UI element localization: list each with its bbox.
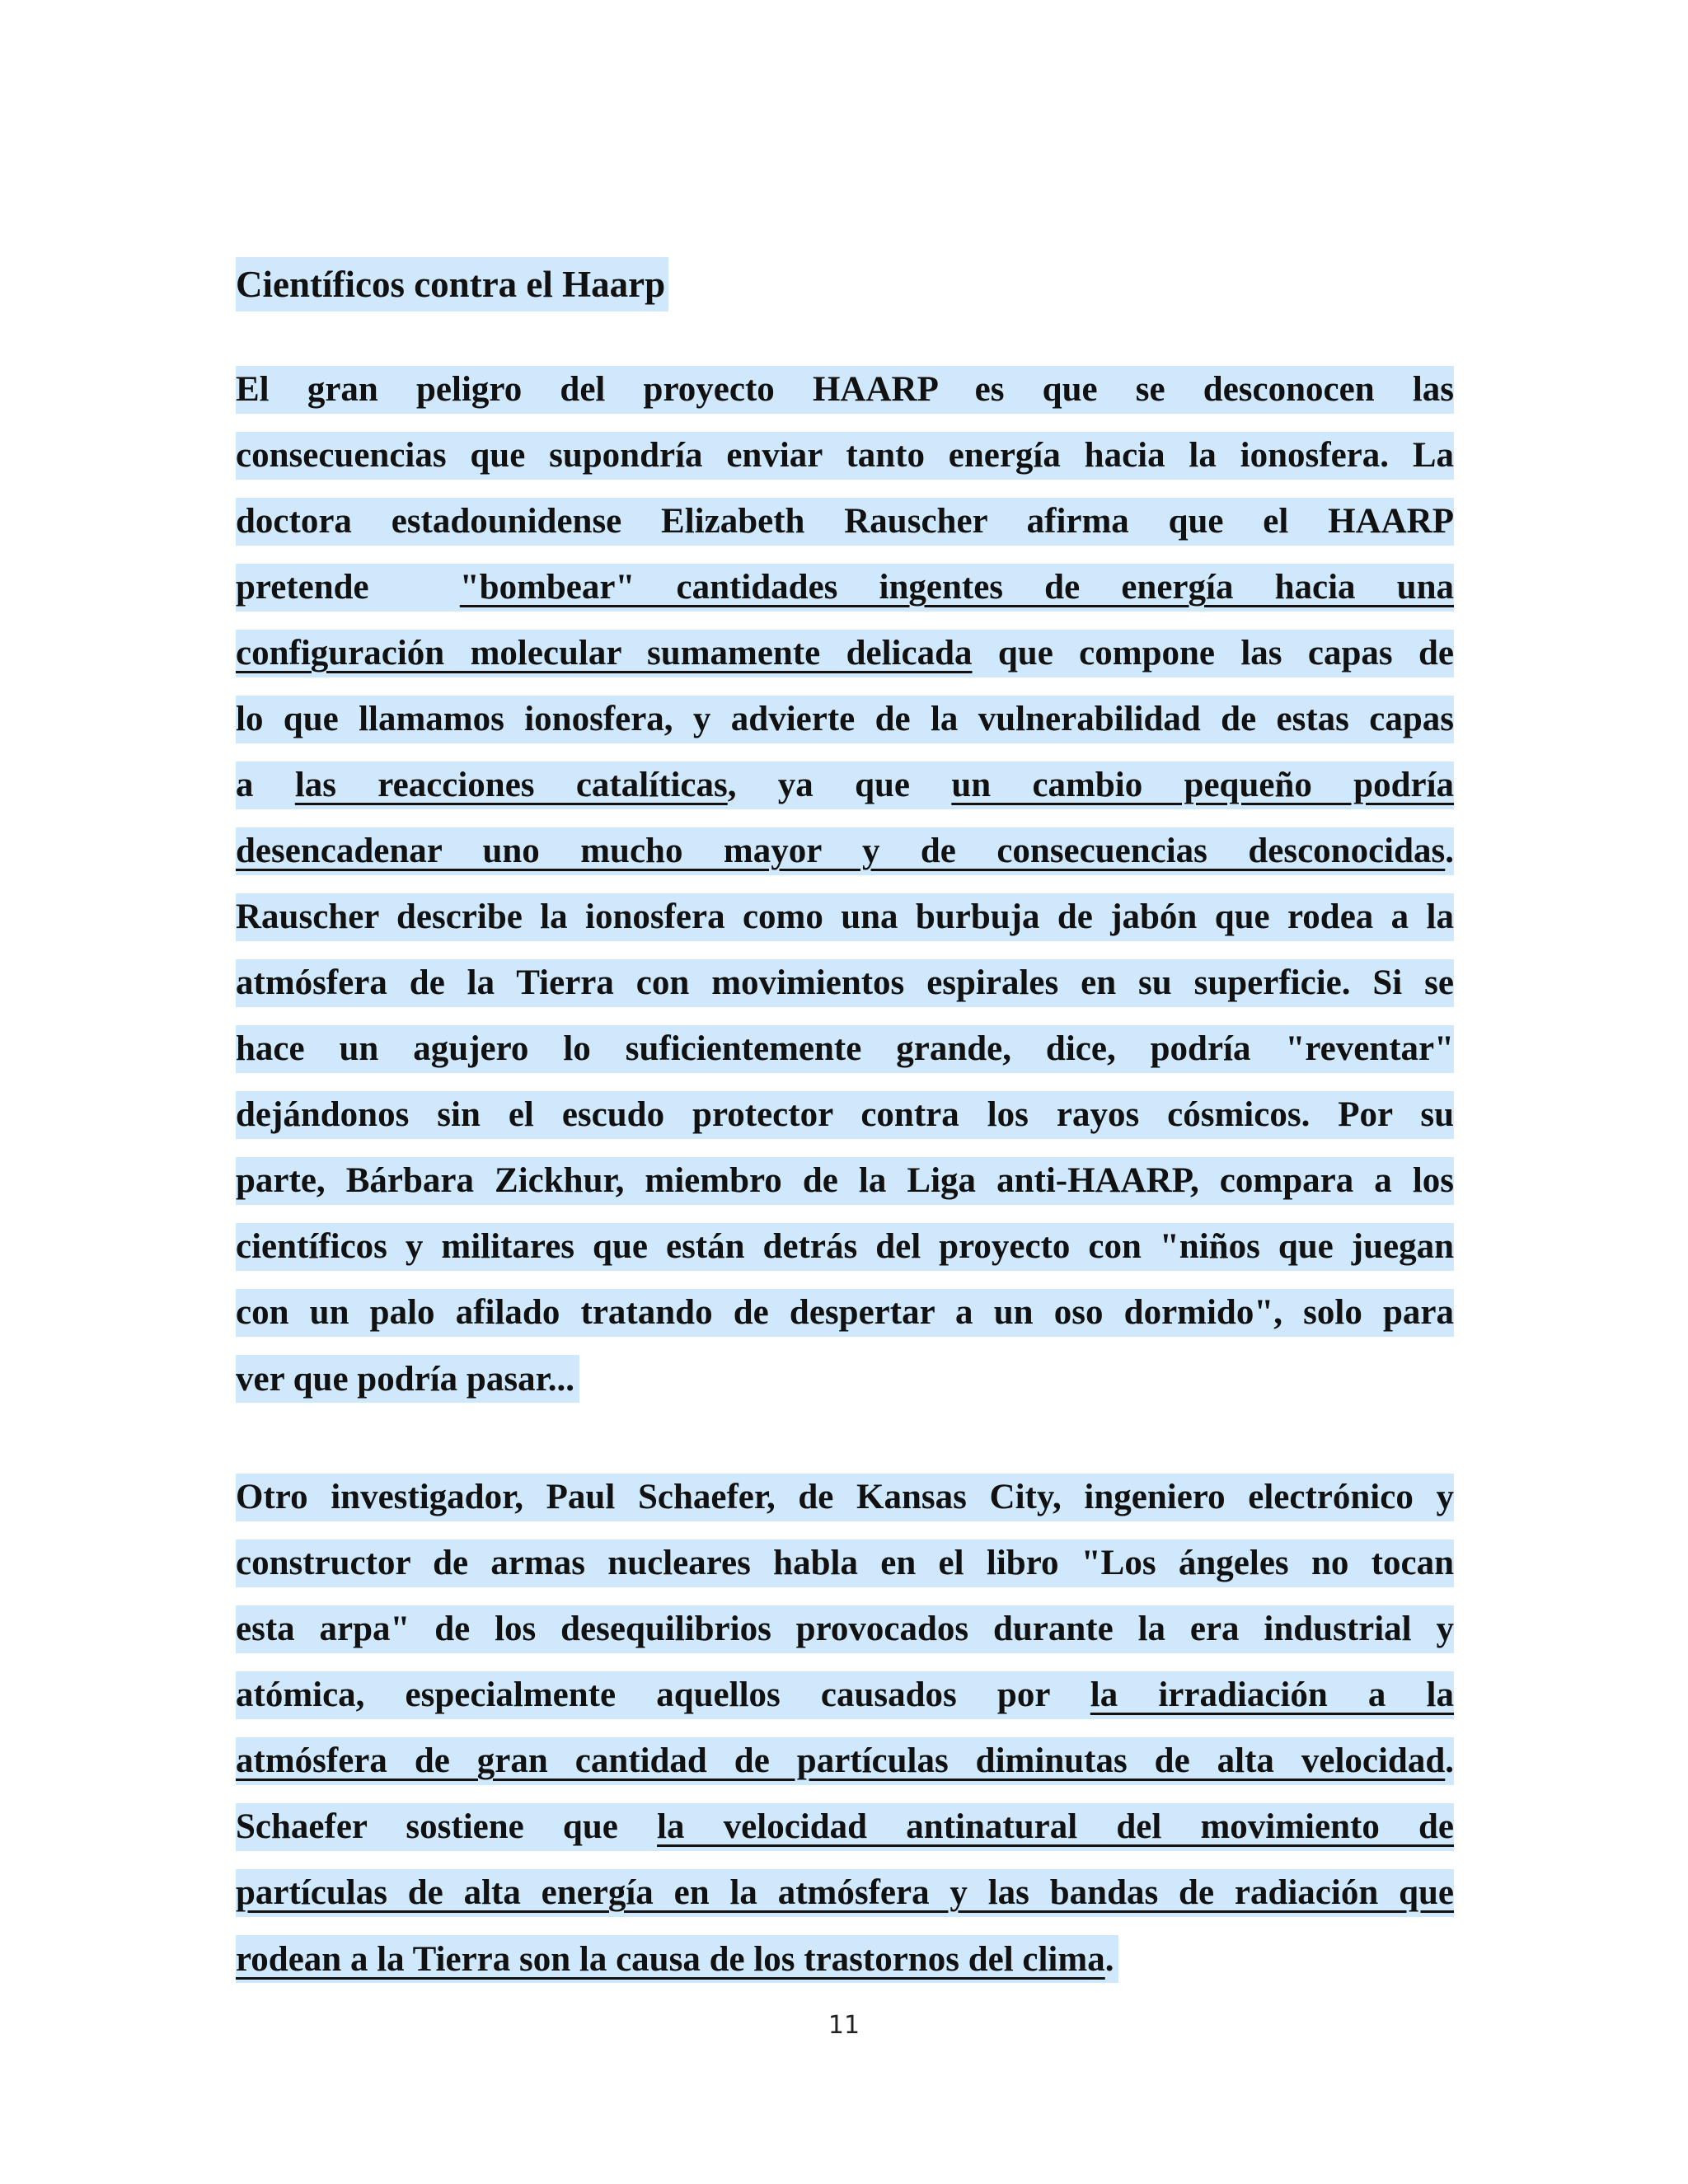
underlined-phrase: desencadenar uno mucho mayor y de consecuencias desconocidas <box>236 832 1446 870</box>
paragraph-1-line-14: científicos y militares que están detrás del proyecto con "niños que juegan <box>236 1223 1454 1271</box>
line-text: . <box>1104 1939 1114 1979</box>
paragraph-1-line-15: con un palo afilado tratando de despertar a un oso dormido", solo para <box>236 1289 1454 1337</box>
line-text: . <box>1445 1741 1454 1780</box>
line-text: atómica, especialmente aquellos causados por <box>236 1675 1050 1714</box>
paragraph-2-line-6 <box>236 1803 1454 1851</box>
underlined-phrase: partículas de alta energía en la atmósfera y las bandas de radiación que <box>236 1873 1454 1912</box>
underlined-phrase: la irradiación a la <box>1090 1675 1455 1714</box>
line-text: , ya que <box>727 766 911 804</box>
line-text: pretende <box>236 568 369 607</box>
paragraph-1-line-12: dejándonos sin el escudo protector contra los rayos cósmicos. Por su <box>236 1091 1454 1139</box>
paragraph-2-line-8 <box>236 1935 1118 1983</box>
underlined-phrase: atmósfera de gran cantidad de partículas diminutas de alta velocidad <box>236 1741 1446 1780</box>
paragraph-1-line-13: parte, Bárbara Zickhur, miembro de la Liga anti-HAARP, compara a los <box>236 1157 1454 1205</box>
underlined-phrase: configuración molecular sumamente delicada <box>236 634 973 673</box>
paragraph-2-line-1: Otro investigador, Paul Schaefer, de Kansas City, ingeniero electrónico y <box>236 1474 1454 1521</box>
line-text: Schaefer sostiene que <box>236 1807 618 1846</box>
paragraph-1-line-16: ver que podría pasar... <box>236 1355 579 1403</box>
paragraph-2-line-2: constructor de armas nucleares habla en el libro "Los ángeles no tocan <box>236 1540 1454 1587</box>
underlined-phrase: "bombear" cantidades ingentes de energía hacia una <box>459 568 1454 607</box>
underlined-phrase: la velocidad antinatural del movimiento de <box>657 1807 1455 1846</box>
section-title: Científicos contra el Haarp <box>236 257 668 312</box>
paragraph-2-line-5 <box>236 1737 1454 1785</box>
paragraph-1-line-3: doctora estadounidense Elizabeth Rauscher afirma que el HAARP <box>236 498 1454 546</box>
line-text: que compone las capas de <box>997 634 1455 673</box>
line-text: a <box>236 766 254 804</box>
line-text: . <box>1445 832 1454 870</box>
paragraph-1-line-10: atmósfera de la Tierra con movimientos espirales en su superficie. Si se <box>236 959 1454 1007</box>
paragraph-2-line-4 <box>236 1671 1454 1719</box>
paragraph-1-line-5 <box>236 630 1454 677</box>
paragraph-1-line-7 <box>236 762 1454 809</box>
paragraph-1-line-4 <box>236 564 1454 612</box>
page-number: 11 <box>828 2011 860 2040</box>
paragraph-1-line-2: consecuencias que supondría enviar tanto energía hacia la ionosfera. La <box>236 432 1454 480</box>
underlined-phrase: rodean a la Tierra son la causa de los trastornos del clima <box>236 1939 1105 1979</box>
paragraph-2-line-3: esta arpa" de los desequilibrios provocados durante la era industrial y <box>236 1605 1454 1653</box>
underlined-phrase: las reacciones catalíticas <box>294 766 728 804</box>
paragraph-1-line-8 <box>236 827 1454 875</box>
paragraph-1-line-1: El gran peligro del proyecto HAARP es que se desconocen las <box>236 366 1454 414</box>
paragraph-1-line-11: hace un agujero lo suficientemente grande, dice, podría "reventar" <box>236 1025 1454 1073</box>
underlined-phrase: un cambio pequeño podría <box>951 766 1455 804</box>
paragraph-1-line-6: lo que llamamos ionosfera, y advierte de la vulnerabilidad de estas capas <box>236 696 1454 743</box>
paragraph-2-line-7 <box>236 1869 1454 1917</box>
paragraph-1-line-9: Rauscher describe la ionosfera como una burbuja de jabón que rodea a la <box>236 893 1454 941</box>
